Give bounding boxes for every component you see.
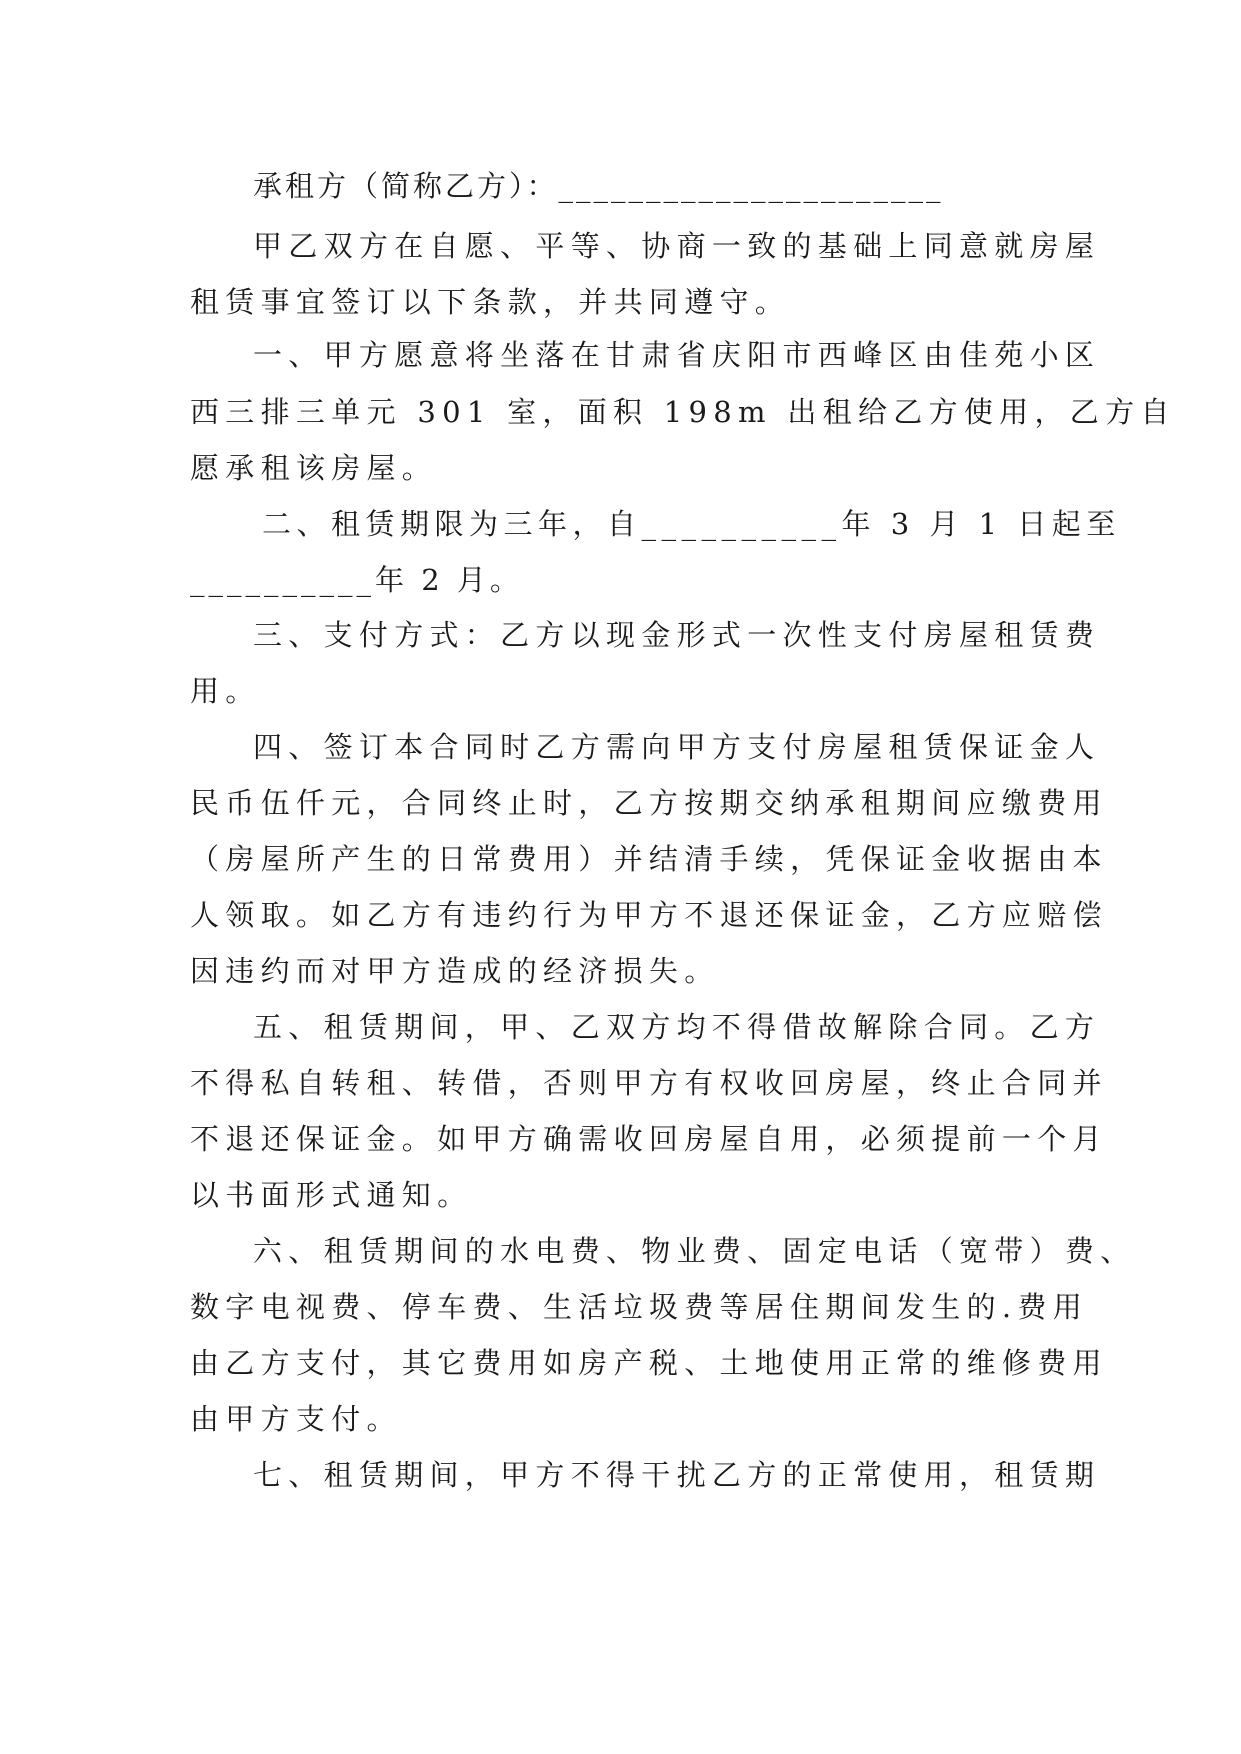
preamble-line-1: 甲乙双方在自愿、平等、协商一致的基础上同意就房屋: [253, 229, 1101, 263]
clause-5-line-1: 五、租赁期间，甲、乙双方均不得借故解除合同。乙方: [253, 1010, 1101, 1044]
clause-6-line-1: 六、租赁期间的水电费、物业费、固定电话（宽带）费、: [253, 1234, 1136, 1268]
clause-5-line-3: 不退还保证金。如甲方确需收回房屋自用，必须提前一个月: [190, 1122, 1108, 1156]
clause-4-line-4: 人领取。如乙方有违约行为甲方不退还保证金，乙方应赔偿: [190, 898, 1108, 932]
clause-4-line-5: 因违约而对甲方造成的经济损失。: [190, 954, 720, 988]
clause-4-line-2: 民币伍仟元，合同终止时，乙方按期交纳承租期间应缴费用: [190, 786, 1108, 820]
clause-1-line-3: 愿承租该房屋。: [190, 451, 438, 485]
clause-6-line-2: 数字电视费、停车费、生活垃圾费等居住期间发生的.费用: [190, 1290, 1089, 1324]
clause-7-line-1: 七、租赁期间，甲方不得干扰乙方的正常使用，租赁期: [253, 1458, 1101, 1492]
lessee-line: 承租方（简称乙方）：______________________: [253, 169, 944, 203]
clause-5-line-4: 以书面形式通知。: [190, 1178, 473, 1212]
clause-6-line-3: 由乙方支付，其它费用如房产税、土地使用正常的维修费用: [190, 1346, 1108, 1380]
clause-2-line-1: 二、租赁期限为三年，自__________年 3 月 1 日起至: [262, 507, 1121, 541]
clause-4-line-1: 四、签订本合同时乙方需向甲方支付房屋租赁保证金人: [253, 730, 1101, 764]
clause-3-line-1: 三、支付方式：乙方以现金形式一次性支付房屋租赁费: [253, 618, 1101, 652]
clause-5-line-2: 不得私自转租、转借，否则甲方有权收回房屋，终止合同并: [190, 1066, 1108, 1100]
clause-6-line-4: 由甲方支付。: [190, 1402, 402, 1436]
clause-3-line-2: 用。: [190, 674, 261, 708]
preamble-line-2: 租赁事宜签订以下条款，并共同遵守。: [190, 285, 791, 319]
clause-2-line-2: __________年 2 月。: [190, 563, 523, 597]
clause-1-line-2: 西三排三单元 301 室，面积 198m 出租给乙方使用，乙方自: [190, 395, 1176, 429]
clause-1-line-1: 一、甲方愿意将坐落在甘肃省庆阳市西峰区由佳苑小区: [253, 338, 1101, 372]
clause-4-line-3: （房屋所产生的日常费用）并结清手续，凭保证金收据由本: [190, 842, 1108, 876]
